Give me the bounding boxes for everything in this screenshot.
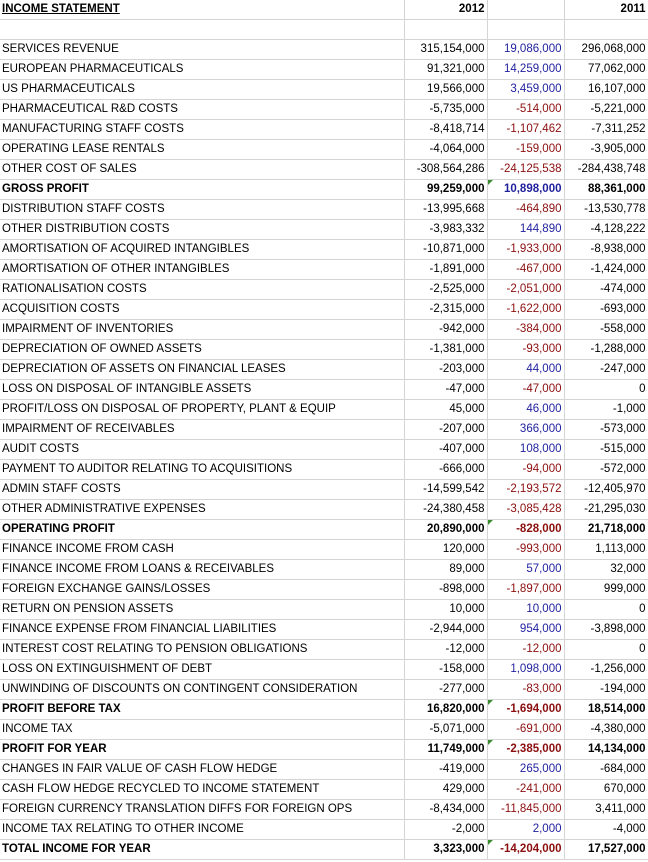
value-2012-cell[interactable]: -1,891,000 — [404, 260, 487, 280]
table-row — [0, 460, 648, 480]
blank-cell[interactable] — [487, 20, 564, 40]
value-2012-cell[interactable]: -8,418,714 — [404, 120, 487, 140]
row-label-cell[interactable]: DEPRECIATION OF OWNED ASSETS — [0, 340, 404, 360]
value-2012-cell[interactable]: 3,323,000 — [404, 840, 487, 860]
row-label-cell[interactable]: FINANCE EXPENSE FROM FINANCIAL LIABILITIES — [0, 620, 404, 640]
difference-cell[interactable]: 144,890 — [487, 220, 564, 240]
blank-cell[interactable] — [0, 20, 404, 40]
value-2011-cell[interactable]: 3,411,000 — [564, 800, 648, 820]
value-2011-cell[interactable]: -573,000 — [564, 420, 648, 440]
value-2011-cell[interactable]: -1,256,000 — [564, 660, 648, 680]
value-2011-cell[interactable]: -474,000 — [564, 280, 648, 300]
row-label-cell[interactable]: AUDIT COSTS — [0, 440, 404, 460]
row-label-cell[interactable]: FOREIGN CURRENCY TRANSLATION DIFFS FOR FOREIGN OPS — [0, 800, 404, 820]
value-2012-cell[interactable]: 11,749,000 — [404, 740, 487, 760]
table-row — [0, 200, 648, 220]
value-2011-cell[interactable]: 0 — [564, 600, 648, 620]
value-2012-cell[interactable]: 120,000 — [404, 540, 487, 560]
table-row — [0, 300, 648, 320]
value-2012-cell[interactable]: -24,380,458 — [404, 500, 487, 520]
table-row — [0, 680, 648, 700]
header-row — [0, 0, 648, 20]
value-2011-cell[interactable]: 0 — [564, 380, 648, 400]
value-2012-cell[interactable]: -2,944,000 — [404, 620, 487, 640]
value-2012-cell[interactable]: -158,000 — [404, 660, 487, 680]
table-row — [0, 800, 648, 820]
value-2011-cell[interactable]: 14,134,000 — [564, 740, 648, 760]
difference-cell[interactable]: 14,259,000 — [487, 60, 564, 80]
value-2011-cell[interactable]: -194,000 — [564, 680, 648, 700]
value-2011-cell[interactable]: 32,000 — [564, 560, 648, 580]
value-2012-cell[interactable]: 19,566,000 — [404, 80, 487, 100]
value-2012-cell[interactable]: -13,995,668 — [404, 200, 487, 220]
difference-cell[interactable]: -514,000 — [487, 100, 564, 120]
value-2011-cell[interactable]: -684,000 — [564, 760, 648, 780]
difference-cell[interactable]: -828,000 — [487, 520, 564, 540]
table-row — [0, 420, 648, 440]
value-2012-cell[interactable]: 20,890,000 — [404, 520, 487, 540]
table-row — [0, 400, 648, 420]
table-row — [0, 540, 648, 560]
row-label-cell[interactable]: ADMIN STAFF COSTS — [0, 480, 404, 500]
difference-cell[interactable]: -2,385,000 — [487, 740, 564, 760]
value-2011-cell[interactable]: -3,905,000 — [564, 140, 648, 160]
value-2012-cell[interactable]: -5,071,000 — [404, 720, 487, 740]
value-2011-cell[interactable]: 18,514,000 — [564, 700, 648, 720]
difference-cell[interactable]: 1,098,000 — [487, 660, 564, 680]
value-2012-cell[interactable]: 16,820,000 — [404, 700, 487, 720]
value-2011-cell[interactable]: -4,380,000 — [564, 720, 648, 740]
table-row — [0, 520, 648, 540]
value-2011-cell[interactable]: 16,107,000 — [564, 80, 648, 100]
row-label-cell[interactable]: IMPAIRMENT OF INVENTORIES — [0, 320, 404, 340]
row-label-cell[interactable]: MANUFACTURING STAFF COSTS — [0, 120, 404, 140]
row-label-cell[interactable]: PHARMACEUTICAL R&D COSTS — [0, 100, 404, 120]
difference-cell[interactable]: 954,000 — [487, 620, 564, 640]
table-row — [0, 60, 648, 80]
row-label-cell[interactable]: EUROPEAN PHARMACEUTICALS — [0, 60, 404, 80]
row-label-cell[interactable]: FINANCE INCOME FROM LOANS & RECEIVABLES — [0, 560, 404, 580]
value-2012-cell[interactable]: -666,000 — [404, 460, 487, 480]
difference-cell[interactable]: -1,897,000 — [487, 580, 564, 600]
value-2011-cell[interactable]: -1,288,000 — [564, 340, 648, 360]
difference-cell[interactable]: -1,933,000 — [487, 240, 564, 260]
table-row — [0, 280, 648, 300]
table-row — [0, 340, 648, 360]
value-2011-cell[interactable]: -4,128,222 — [564, 220, 648, 240]
value-2012-cell[interactable]: 89,000 — [404, 560, 487, 580]
value-2011-cell[interactable]: -515,000 — [564, 440, 648, 460]
row-label-cell[interactable]: LOSS ON DISPOSAL OF INTANGIBLE ASSETS — [0, 380, 404, 400]
row-label-cell[interactable]: PROFIT BEFORE TAX — [0, 700, 404, 720]
value-2012-cell[interactable]: -12,000 — [404, 640, 487, 660]
difference-cell[interactable]: -159,000 — [487, 140, 564, 160]
row-label-cell[interactable]: DISTRIBUTION STAFF COSTS — [0, 200, 404, 220]
table-row — [0, 40, 648, 60]
table-row — [0, 720, 648, 740]
row-label-cell[interactable]: OPERATING PROFIT — [0, 520, 404, 540]
value-2012-cell[interactable]: -308,564,286 — [404, 160, 487, 180]
difference-cell[interactable]: 19,086,000 — [487, 40, 564, 60]
value-2012-cell[interactable]: -8,434,000 — [404, 800, 487, 820]
row-label-cell[interactable]: IMPAIRMENT OF RECEIVABLES — [0, 420, 404, 440]
value-2011-cell[interactable]: -247,000 — [564, 360, 648, 380]
difference-cell[interactable]: 46,000 — [487, 400, 564, 420]
blank-cell[interactable] — [564, 20, 648, 40]
value-2011-cell[interactable]: 999,000 — [564, 580, 648, 600]
difference-cell[interactable]: -464,890 — [487, 200, 564, 220]
value-2012-cell[interactable]: -898,000 — [404, 580, 487, 600]
table-row — [0, 760, 648, 780]
value-2012-cell[interactable]: 45,000 — [404, 400, 487, 420]
difference-cell[interactable]: -467,000 — [487, 260, 564, 280]
table-row — [0, 240, 648, 260]
table-row — [0, 560, 648, 580]
row-label-cell[interactable]: PAYMENT TO AUDITOR RELATING TO ACQUISITIONS — [0, 460, 404, 480]
value-2012-cell[interactable]: -942,000 — [404, 320, 487, 340]
blank-cell[interactable] — [404, 20, 487, 40]
row-label-cell[interactable]: CASH FLOW HEDGE RECYCLED TO INCOME STATEMENT — [0, 780, 404, 800]
difference-cell[interactable]: 265,000 — [487, 760, 564, 780]
table-row — [0, 620, 648, 640]
table-row — [0, 440, 648, 460]
difference-cell[interactable]: -94,000 — [487, 460, 564, 480]
row-label-cell[interactable]: FINANCE INCOME FROM CASH — [0, 540, 404, 560]
value-2011-cell[interactable]: -558,000 — [564, 320, 648, 340]
row-label-cell[interactable]: CHANGES IN FAIR VALUE OF CASH FLOW HEDGE — [0, 760, 404, 780]
value-2011-cell[interactable]: -1,000 — [564, 400, 648, 420]
difference-cell[interactable]: -1,107,462 — [487, 120, 564, 140]
table-row — [0, 380, 648, 400]
difference-header-cell[interactable] — [487, 0, 564, 20]
table-row — [0, 140, 648, 160]
difference-cell[interactable]: -83,000 — [487, 680, 564, 700]
value-2012-cell[interactable]: -10,871,000 — [404, 240, 487, 260]
value-2012-cell[interactable]: -203,000 — [404, 360, 487, 380]
row-label-cell[interactable]: GROSS PROFIT — [0, 180, 404, 200]
difference-cell[interactable]: -93,000 — [487, 340, 564, 360]
value-2012-cell[interactable]: -4,064,000 — [404, 140, 487, 160]
value-2012-cell[interactable]: 10,000 — [404, 600, 487, 620]
value-2011-cell[interactable]: 88,361,000 — [564, 180, 648, 200]
value-2012-cell[interactable]: -2,000 — [404, 820, 487, 840]
value-2011-cell[interactable]: -12,405,970 — [564, 480, 648, 500]
table-row — [0, 700, 648, 720]
value-2012-cell[interactable]: -419,000 — [404, 760, 487, 780]
blank-row — [0, 20, 648, 40]
row-label-cell[interactable]: TOTAL INCOME FOR YEAR — [0, 840, 404, 860]
value-2012-cell[interactable]: -277,000 — [404, 680, 487, 700]
value-2012-cell[interactable]: -3,983,332 — [404, 220, 487, 240]
value-2011-cell[interactable]: 0 — [564, 640, 648, 660]
difference-cell[interactable]: -47,000 — [487, 380, 564, 400]
difference-cell[interactable]: 44,000 — [487, 360, 564, 380]
row-label-cell[interactable]: SERVICES REVENUE — [0, 40, 404, 60]
difference-cell[interactable]: 108,000 — [487, 440, 564, 460]
value-2011-cell[interactable]: -5,221,000 — [564, 100, 648, 120]
difference-cell[interactable]: -993,000 — [487, 540, 564, 560]
row-label-cell[interactable]: AMORTISATION OF ACQUIRED INTANGIBLES — [0, 240, 404, 260]
value-2011-cell[interactable]: 670,000 — [564, 780, 648, 800]
value-2011-cell[interactable]: -284,438,748 — [564, 160, 648, 180]
row-label-cell[interactable]: US PHARMACEUTICALS — [0, 80, 404, 100]
difference-cell[interactable]: 3,459,000 — [487, 80, 564, 100]
value-2012-cell[interactable]: -207,000 — [404, 420, 487, 440]
table-row — [0, 500, 648, 520]
difference-cell[interactable]: -691,000 — [487, 720, 564, 740]
difference-cell[interactable]: -384,000 — [487, 320, 564, 340]
value-2012-cell[interactable]: 99,259,000 — [404, 180, 487, 200]
row-label-cell[interactable]: UNWINDING OF DISCOUNTS ON CONTINGENT CONSIDERATION — [0, 680, 404, 700]
row-label-cell[interactable]: OTHER COST OF SALES — [0, 160, 404, 180]
table-row — [0, 820, 648, 840]
difference-cell[interactable]: 366,000 — [487, 420, 564, 440]
row-label-cell[interactable]: LOSS ON EXTINGUISHMENT OF DEBT — [0, 660, 404, 680]
value-2011-cell[interactable]: -1,424,000 — [564, 260, 648, 280]
table-row — [0, 220, 648, 240]
year-2012-header-cell[interactable]: 2012 — [404, 0, 487, 20]
table-row — [0, 180, 648, 200]
value-2011-cell[interactable]: -3,898,000 — [564, 620, 648, 640]
row-label-cell[interactable]: PROFIT/LOSS ON DISPOSAL OF PROPERTY, PLANT & EQUIP — [0, 400, 404, 420]
value-2012-cell[interactable]: -2,315,000 — [404, 300, 487, 320]
table-row — [0, 100, 648, 120]
row-label-cell[interactable]: OTHER ADMINISTRATIVE EXPENSES — [0, 500, 404, 520]
table-row — [0, 160, 648, 180]
value-2012-cell[interactable]: 315,154,000 — [404, 40, 487, 60]
difference-cell[interactable]: -2,193,572 — [487, 480, 564, 500]
value-2012-cell[interactable]: -407,000 — [404, 440, 487, 460]
difference-cell[interactable]: -3,085,428 — [487, 500, 564, 520]
row-label-cell[interactable]: FOREIGN EXCHANGE GAINS/LOSSES — [0, 580, 404, 600]
table-row — [0, 480, 648, 500]
year-2011-header-cell[interactable]: 2011 — [564, 0, 648, 20]
difference-cell[interactable]: -1,694,000 — [487, 700, 564, 720]
row-label-cell[interactable]: OPERATING LEASE RENTALS — [0, 140, 404, 160]
table-row — [0, 580, 648, 600]
row-label-cell[interactable]: OTHER DISTRIBUTION COSTS — [0, 220, 404, 240]
row-label-cell[interactable]: INCOME TAX RELATING TO OTHER INCOME — [0, 820, 404, 840]
row-label-cell[interactable]: ACQUISITION COSTS — [0, 300, 404, 320]
table-row — [0, 640, 648, 660]
value-2012-cell[interactable]: -1,381,000 — [404, 340, 487, 360]
table-row — [0, 840, 648, 860]
value-2011-cell[interactable]: 77,062,000 — [564, 60, 648, 80]
row-label-cell[interactable]: DEPRECIATION OF ASSETS ON FINANCIAL LEASES — [0, 360, 404, 380]
difference-cell[interactable]: 10,898,000 — [487, 180, 564, 200]
table-row — [0, 780, 648, 800]
row-label-cell[interactable]: AMORTISATION OF OTHER INTANGIBLES — [0, 260, 404, 280]
row-label-cell[interactable]: INCOME TAX — [0, 720, 404, 740]
table-row — [0, 260, 648, 280]
difference-cell[interactable]: -1,622,000 — [487, 300, 564, 320]
row-label-cell[interactable]: RETURN ON PENSION ASSETS — [0, 600, 404, 620]
difference-cell[interactable]: -12,000 — [487, 640, 564, 660]
value-2011-cell[interactable]: -4,000 — [564, 820, 648, 840]
difference-cell[interactable]: -24,125,538 — [487, 160, 564, 180]
value-2011-cell[interactable]: -693,000 — [564, 300, 648, 320]
table-row — [0, 600, 648, 620]
difference-cell[interactable]: 57,000 — [487, 560, 564, 580]
difference-cell[interactable]: -14,204,000 — [487, 840, 564, 860]
difference-cell[interactable]: -241,000 — [487, 780, 564, 800]
table-row — [0, 740, 648, 760]
value-2011-cell[interactable]: -572,000 — [564, 460, 648, 480]
value-2011-cell[interactable]: -7,311,252 — [564, 120, 648, 140]
table-row — [0, 80, 648, 100]
difference-cell[interactable]: -2,051,000 — [487, 280, 564, 300]
value-2012-cell[interactable]: 91,321,000 — [404, 60, 487, 80]
value-2012-cell[interactable]: -47,000 — [404, 380, 487, 400]
value-2011-cell[interactable]: 1,113,000 — [564, 540, 648, 560]
value-2011-cell[interactable]: -13,530,778 — [564, 200, 648, 220]
value-2012-cell[interactable]: -2,525,000 — [404, 280, 487, 300]
difference-cell[interactable]: -11,845,000 — [487, 800, 564, 820]
value-2011-cell[interactable]: -8,938,000 — [564, 240, 648, 260]
row-label-cell[interactable]: PROFIT FOR YEAR — [0, 740, 404, 760]
table-row — [0, 360, 648, 380]
difference-cell[interactable]: 10,000 — [487, 600, 564, 620]
value-2012-cell[interactable]: 429,000 — [404, 780, 487, 800]
value-2011-cell[interactable]: 21,718,000 — [564, 520, 648, 540]
value-2011-cell[interactable]: 296,068,000 — [564, 40, 648, 60]
row-label-cell[interactable]: INTEREST COST RELATING TO PENSION OBLIGATIONS — [0, 640, 404, 660]
value-2011-cell[interactable]: -21,295,030 — [564, 500, 648, 520]
table-row — [0, 120, 648, 140]
table-row — [0, 320, 648, 340]
table-row — [0, 660, 648, 680]
row-label-cell[interactable]: RATIONALISATION COSTS — [0, 280, 404, 300]
value-2012-cell[interactable]: -5,735,000 — [404, 100, 487, 120]
value-2011-cell[interactable]: 17,527,000 — [564, 840, 648, 860]
difference-cell[interactable]: 2,000 — [487, 820, 564, 840]
statement-title-cell[interactable]: INCOME STATEMENT — [0, 0, 404, 20]
value-2012-cell[interactable]: -14,599,542 — [404, 480, 487, 500]
